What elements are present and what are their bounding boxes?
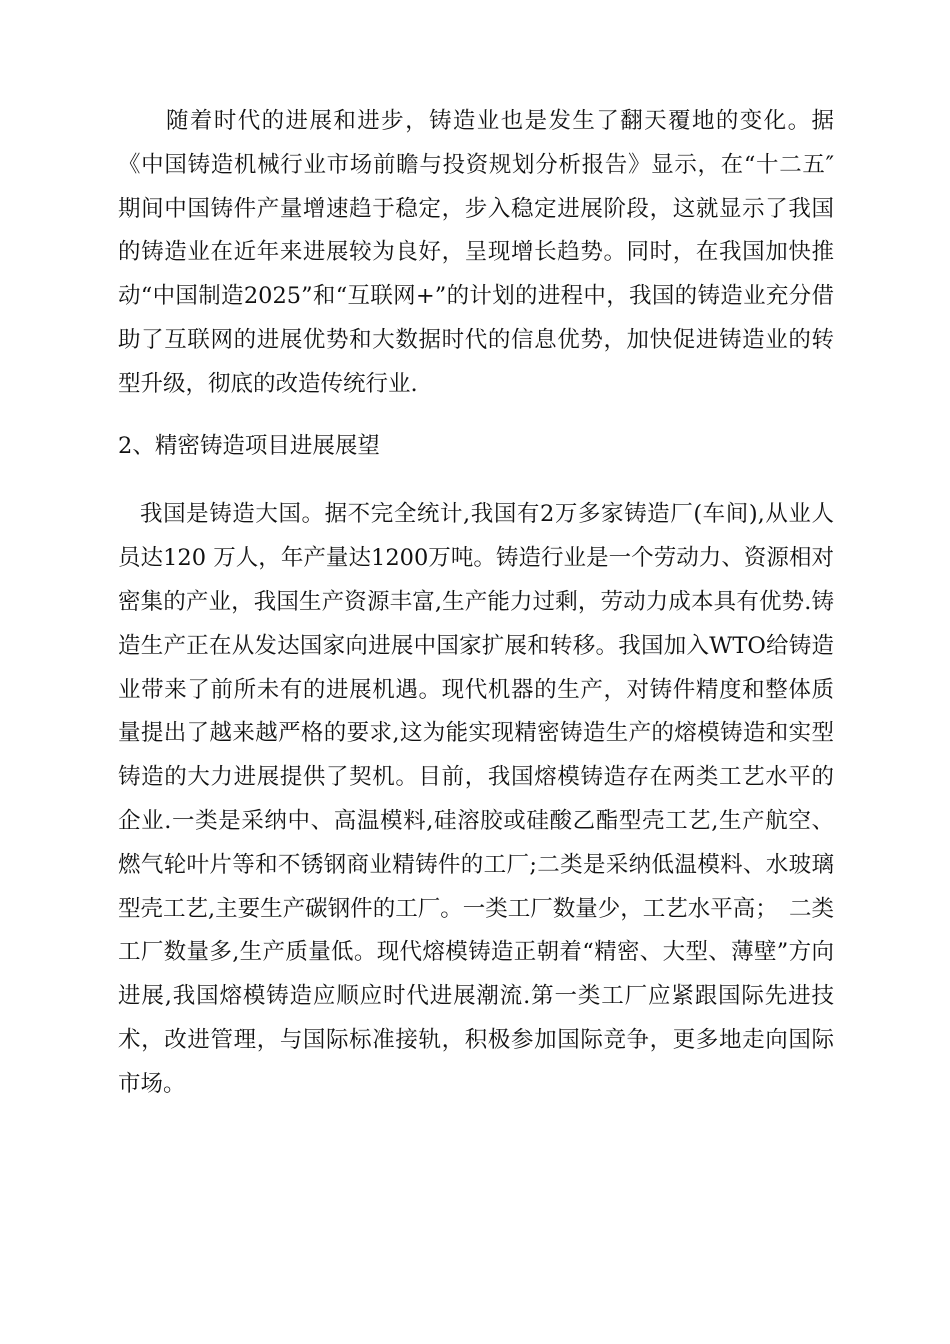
document-page	[118, 100, 834, 1107]
intro-paragraph: 随着时代的进展和进步，铸造业也是发生了翻天覆地的变化。据《中国铸造机械行业市场前瞻与投资规划分析报告》显示，在“十二五″期间中国铸件产量增速趋于稳定，步入稳定进展阶段，这就显示了我国的铸造业在近年来进展较为良好，呈现增长趋势。同时，在我国加快推动“中国制造2025”和“互联网+”的计划的进程中，我国的铸造业充分借助了互联网的进展优势和大数据时代的信息优势，加快促进铸造业的转型升级，彻底的改造传统行业.	[118, 108, 834, 397]
section-heading: 2、精密铸造项目进展展望	[118, 432, 380, 459]
body-paragraph: 我国是铸造大国。据不完全统计,我国有2万多家铸造厂(车间),从业人员达120 万人，年产量达1200万吨。铸造行业是一个劳动力、资源相对密集的产业，我国生产资源丰富,生产能力过剩，劳动力成本具有优势.铸造生产正在从发达国家向进展中国家扩展和转移。我国加入WTO给铸造业带来了前所未有的进展机遇。现代机器的生产，对铸件精度和整体质量提出了越来越严格的要求,这为能实现精密铸造生产的熔模铸造和实型铸造的大力进展提供了契机。目前，我国熔模铸造存在两类工艺水平的企业.一类是采纳中、高温模料,硅溶胶或硅酸乙酯型壳工艺,生产航空、燃气轮叶片等和不锈钢商业精铸件的工厂;二类是采纳低温模料、水玻璃型壳工艺,主要生产碳钢件的工厂。一类工厂数量少，工艺水平高； 二类工厂数量多,生产质量低。现代熔模铸造正朝着“精密、大型、薄壁”方向进展,我国熔模铸造应顺应时代进展潮流.第一类工厂应紧跟国际先进技术，改进管理，与国际标准接轨，积极参加国际竞争，更多地走向国际市场。	[118, 501, 834, 1097]
